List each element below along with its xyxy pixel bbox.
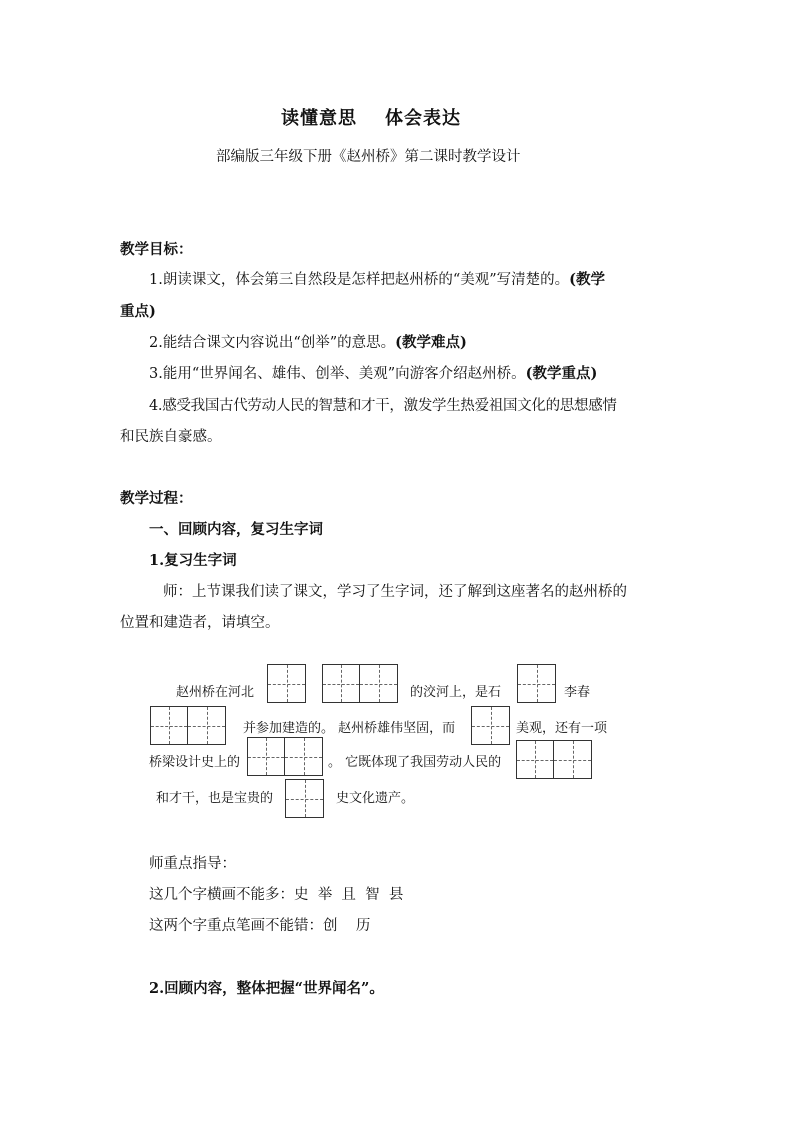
goal-2-tag: (教学难点): [395, 334, 467, 351]
goal-1-line-2: 重点): [120, 303, 156, 320]
fill-text-6: 桥梁设计史上的: [149, 755, 241, 770]
fill-text-7: 。 它既体现了我国劳动人民的: [328, 755, 502, 770]
fill-text-3: 李春: [564, 685, 591, 700]
guidance-heading: 师重点指导：: [149, 856, 236, 872]
goal-1-text: 1.朗读课文，体会第三自然段是怎样把赵州桥的“美观”写清楚的。: [149, 272, 570, 288]
document-title: [281, 104, 461, 130]
goal-3: [149, 362, 597, 383]
goal-1-line-1: [149, 268, 605, 289]
teacher-line-2: 位置和建造者，请填空。: [120, 615, 280, 631]
writing-grid-8[interactable]: [285, 779, 324, 818]
goal-3-tag: (教学重点): [525, 365, 598, 382]
fill-text-1: 赵州桥在河北: [176, 685, 255, 700]
goals-heading: 教学目标：: [120, 241, 193, 258]
goal-2-text: 2.能结合课文内容说出“创举”的意思。: [149, 335, 396, 351]
fill-text-5: 美观，还有一项: [516, 721, 608, 736]
goal-3-text: 3.能用“世界闻名、雄伟、创举、美观”向游客介绍赵州桥。: [149, 366, 526, 382]
writing-grid-2[interactable]: [322, 664, 398, 703]
fill-text-9: 史文化遗产。: [336, 791, 415, 806]
title-part-1: 读懂意思: [281, 108, 357, 129]
writing-grid-5[interactable]: [471, 706, 510, 745]
writing-grid-1[interactable]: [267, 664, 306, 703]
writing-grid-7[interactable]: [516, 740, 592, 779]
subsection-1-heading: 1.复习生字词: [149, 552, 237, 569]
goal-1-tag: (教学: [569, 271, 606, 288]
guidance-line-1: 这几个字横画不能多：史 举 且 智 县: [149, 887, 404, 903]
title-part-2: 体会表达: [385, 108, 461, 129]
writing-grid-4[interactable]: [150, 706, 226, 745]
writing-grid-6[interactable]: [247, 737, 323, 776]
document-subtitle: 部编版三年级下册《赵州桥》第二课时教学设计: [216, 149, 521, 165]
section-1-heading: 一、回顾内容，复习生字词: [149, 521, 323, 538]
process-heading: 教学过程：: [120, 490, 193, 507]
teacher-line-1: 师：上节课我们读了课文，学习了生字词，还了解到这座著名的赵州桥的: [163, 584, 627, 600]
fill-text-2: 的洨河上，是石: [410, 685, 502, 700]
fill-text-4: 并参加建造的。 赵州桥雄伟坚固，而: [243, 721, 456, 736]
fill-text-8: 和才干，也是宝贵的: [156, 791, 274, 806]
subsection-2-heading: 2.回顾内容，整体把握“世界闻名”。: [149, 980, 384, 997]
guidance-line-2: 这两个字重点笔画不能错：创 历: [149, 918, 371, 934]
goal-4-line-1: 4.感受我国古代劳动人民的智慧和才干，激发学生热爱祖国文化的思想感情: [149, 398, 617, 414]
writing-grid-3[interactable]: [517, 664, 556, 703]
goal-2: [149, 331, 467, 352]
goal-4-line-2: 和民族自豪感。: [120, 429, 222, 445]
